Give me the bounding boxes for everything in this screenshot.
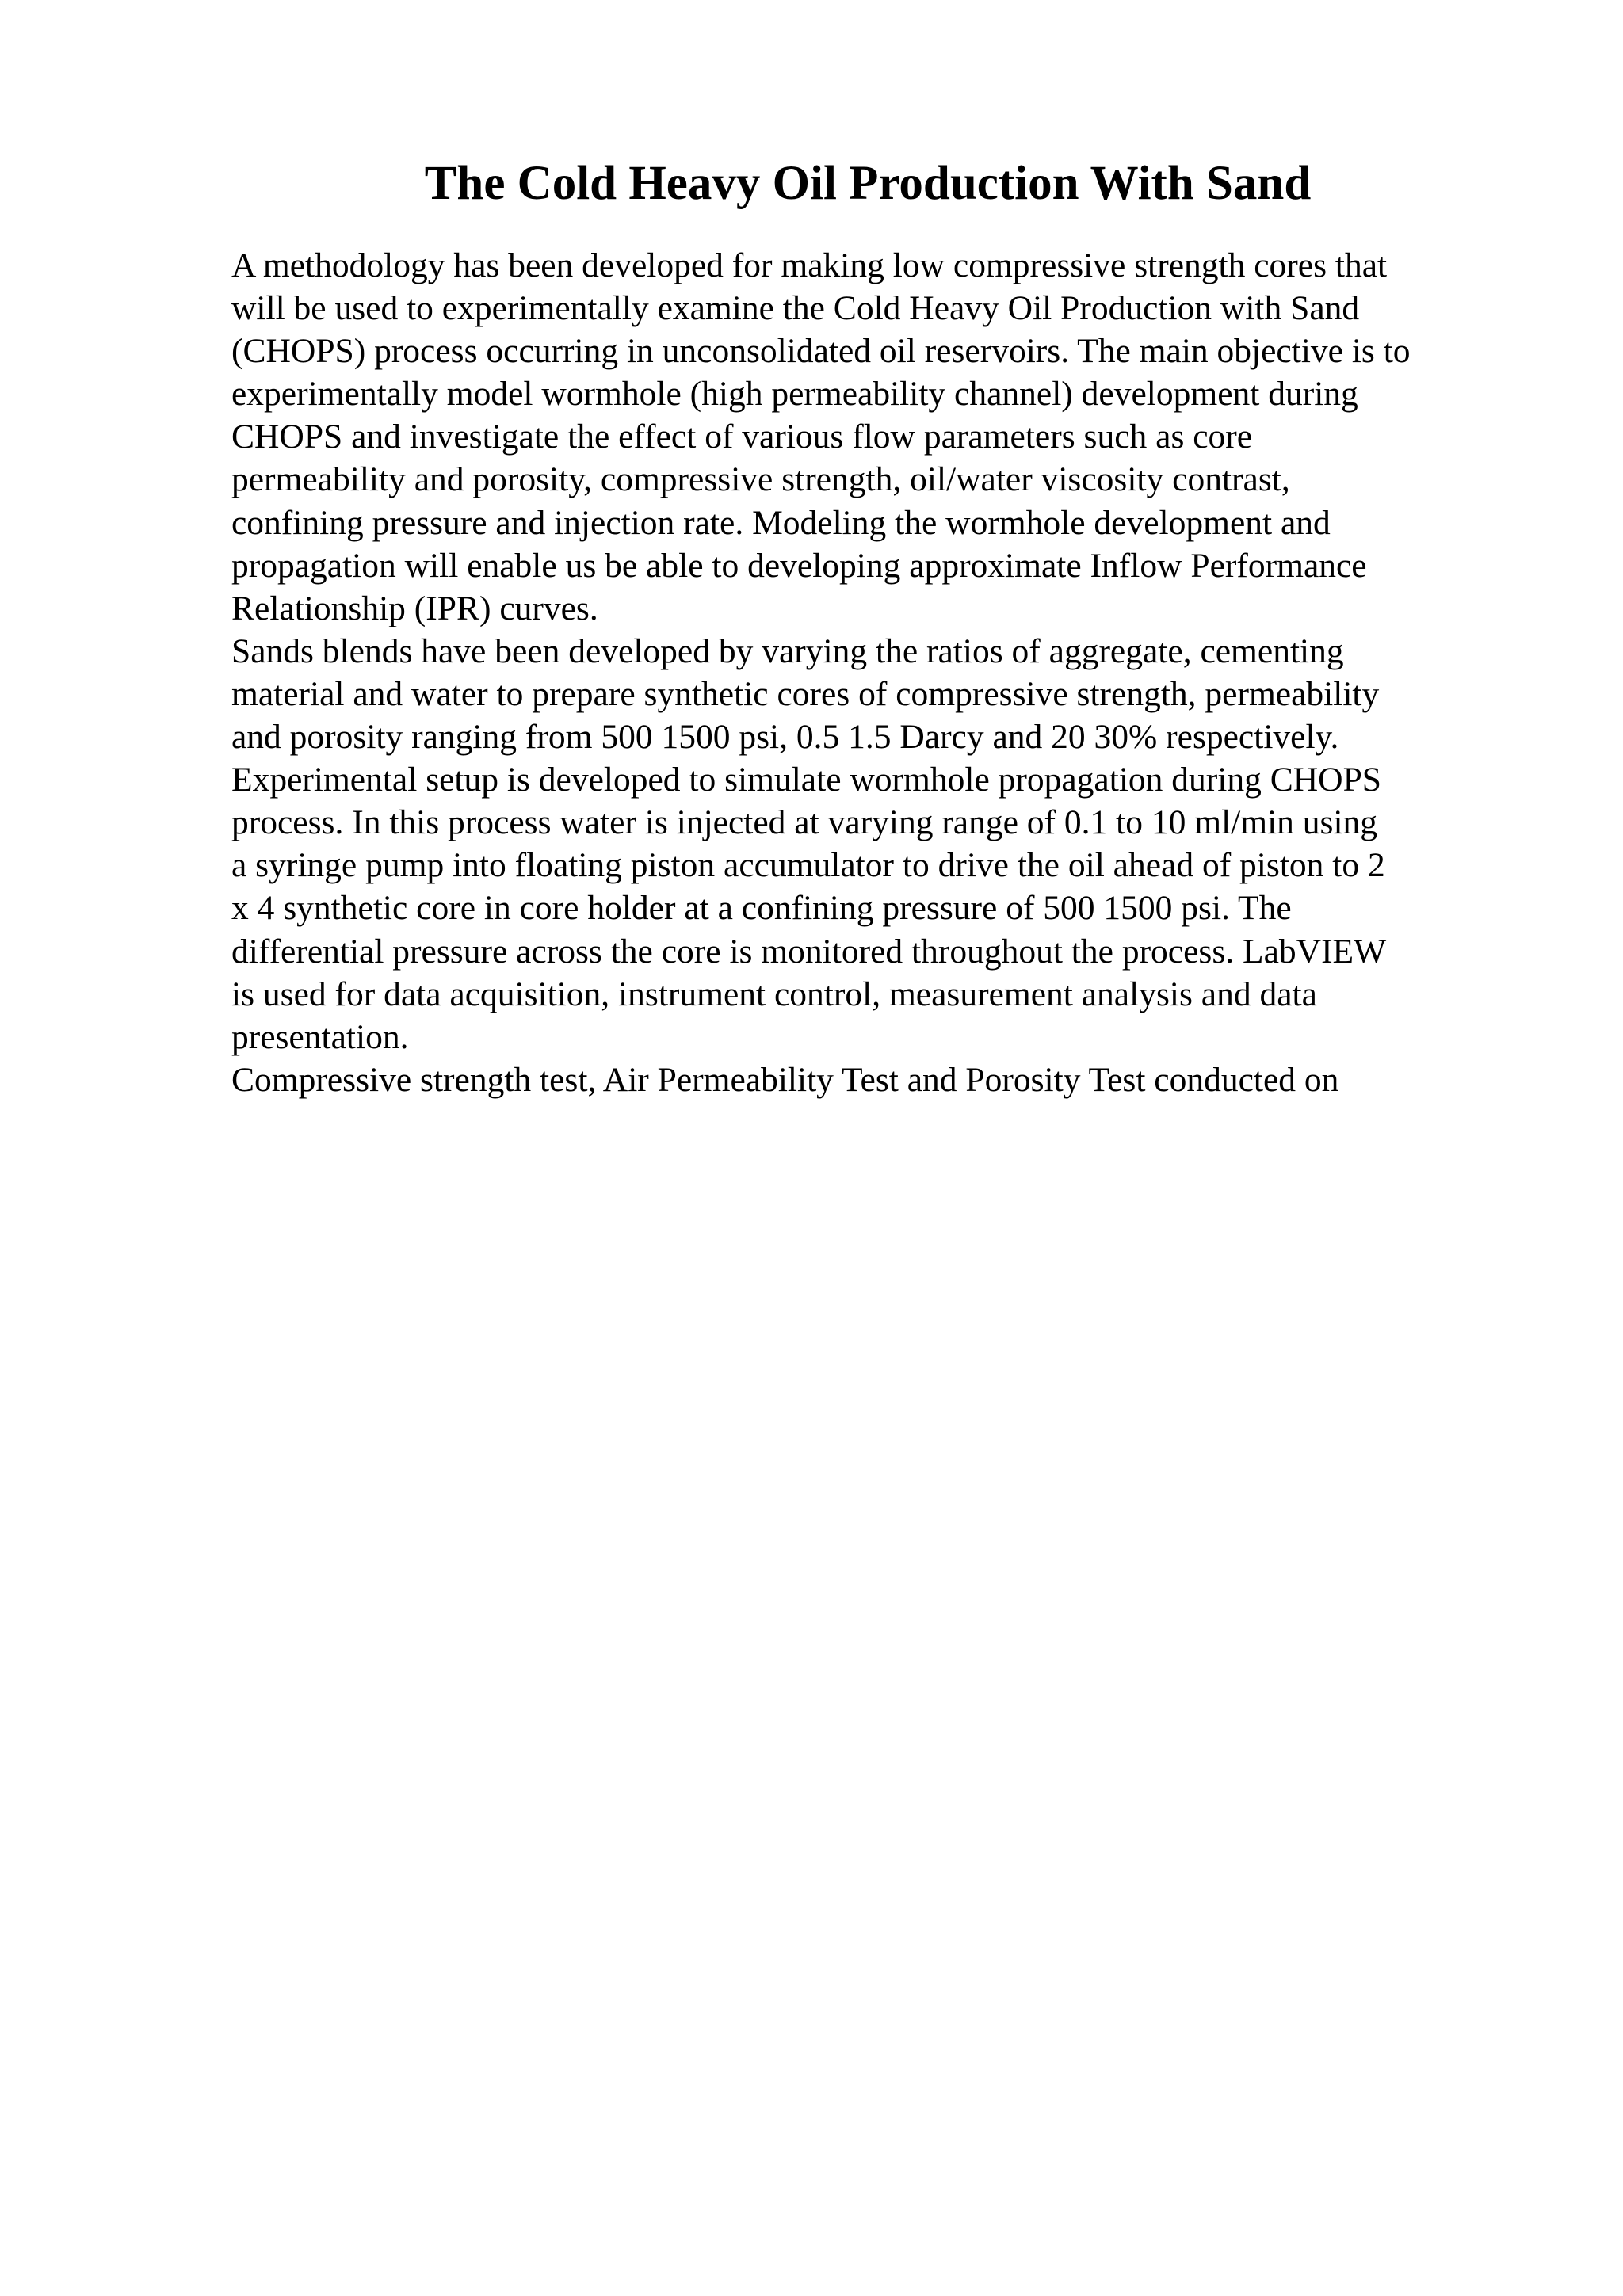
body-line: and porosity ranging from 500 1500 psi, 0.5 1.5 Darcy and 20 30% respectively. xyxy=(231,718,1339,757)
body-line: permeability and porosity, compressive strength, oil/water viscosity contrast, xyxy=(231,460,1290,499)
body-line: propagation will enable us be able to developing approximate Inflow Performance xyxy=(231,546,1367,585)
document-title: The Cold Heavy Oil Production With Sand xyxy=(424,157,1312,210)
body-line: Compressive strength test, Air Permeability Test and Porosity Test conducted on xyxy=(231,1060,1339,1099)
body-line: CHOPS and investigate the effect of various flow parameters such as core xyxy=(231,418,1253,456)
body-line: (CHOPS) process occurring in unconsolidated oil reservoirs. The main objective is to xyxy=(231,332,1411,371)
body-line: experimentally model wormhole (high permeability channel) development during xyxy=(231,375,1358,414)
document-body xyxy=(231,244,1623,1101)
body-line: material and water to prepare synthetic cores of compressive strength, permeability xyxy=(231,674,1380,713)
body-line: differential pressure across the core is monitored throughout the process. LabVIEW xyxy=(231,932,1387,971)
body-line: a syringe pump into floating piston accumulator to drive the oil ahead of piston to 2 xyxy=(231,846,1385,885)
body-line: will be used to experimentally examine the Cold Heavy Oil Production with Sand xyxy=(231,289,1360,328)
body-line: presentation. xyxy=(231,1017,409,1056)
body-line: Experimental setup is developed to simulate wormhole propagation during CHOPS xyxy=(231,761,1381,799)
body-line: confining pressure and injection rate. Modeling the wormhole development and xyxy=(231,503,1331,542)
body-line: Sands blends have been developed by varying the ratios of aggregate, cementing xyxy=(231,631,1344,670)
body-line: x 4 synthetic core in core holder at a confining pressure of 500 1500 psi. The xyxy=(231,889,1292,928)
body-line: Relationship (IPR) curves. xyxy=(231,589,598,627)
body-line: process. In this process water is injected at varying range of 0.1 to 10 ml/min using xyxy=(231,803,1378,842)
body-line: is used for data acquisition, instrument control, measurement analysis and data xyxy=(231,974,1317,1013)
body-line: A methodology has been developed for making low compressive strength cores that xyxy=(231,246,1388,284)
